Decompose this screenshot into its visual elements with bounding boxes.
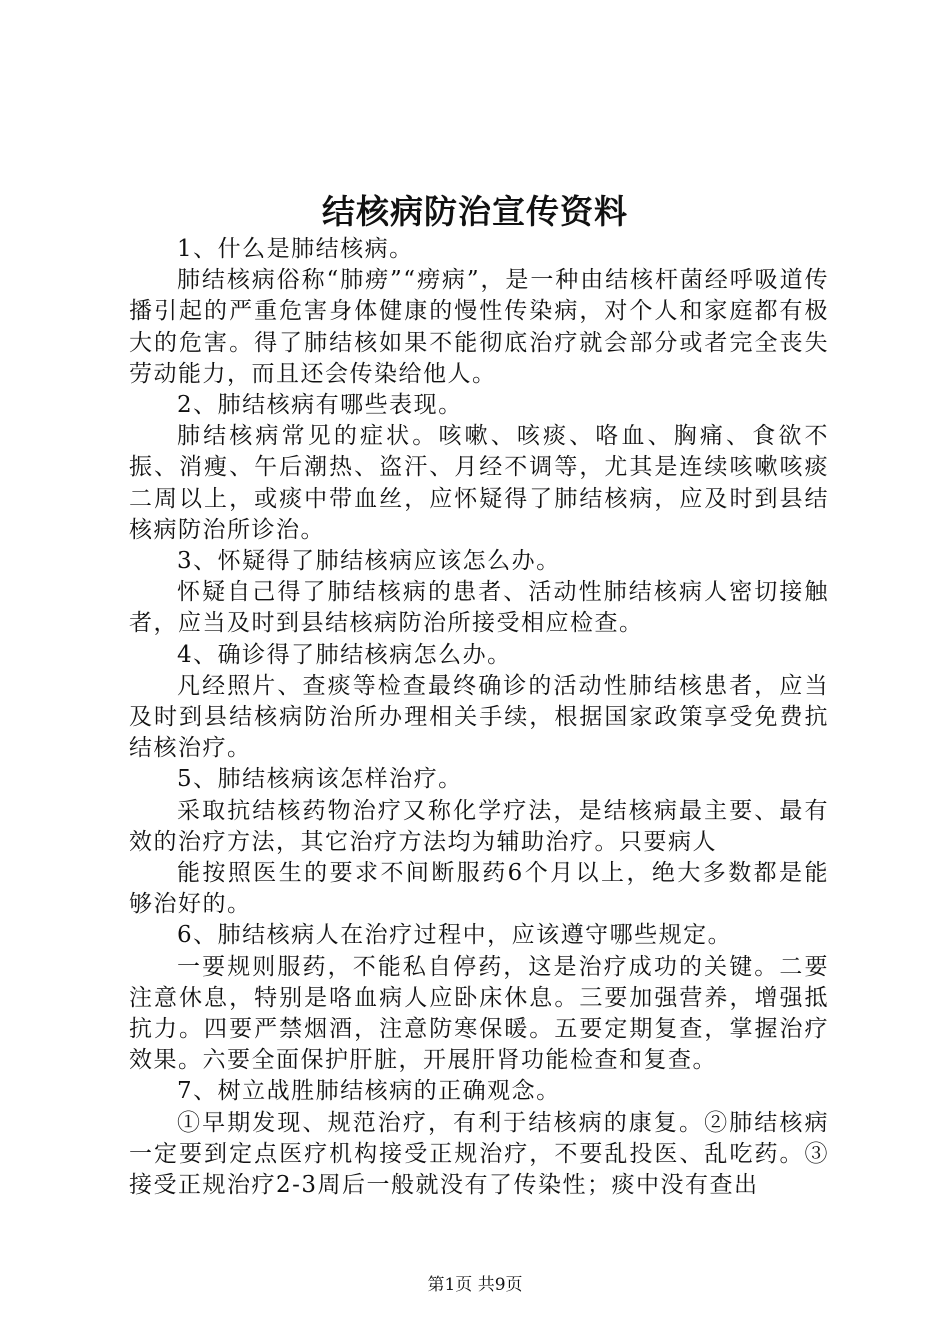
section-body-5a: 采取抗结核药物治疗又称化学疗法，是结核病最主要、最有效的治疗方法，其它治疗方法均为辅助治疗。只要病人: [129, 797, 829, 855]
section-body-1: 肺结核病俗称“肺痨”“痨病”，是一种由结核杆菌经呼吸道传播引起的严重危害身体健康的慢性传染病，对个人和家庭都有极大的危害。得了肺结核如果不能彻底治疗就会部分或者完全丧失劳动能力，而且还会传染给他人。: [129, 267, 829, 387]
section-heading-7: 7、树立战胜肺结核病的正确观念。: [177, 1078, 561, 1105]
section-body-6: 一要规则服药，不能私自停药，这是治疗成功的关键。二要注意休息，特别是咯血病人应卧床休息。三要加强营养，增强抵抗力。四要严禁烟酒，注意防寒保暖。五要定期复查，掌握治疗效果。六要全面保护肝脏，开展肝肾功能检查和复查。: [129, 953, 829, 1074]
section-heading-5: 5、肺结核病该怎样治疗。: [177, 766, 463, 793]
section-body-4: 凡经照片、查痰等检查最终确诊的活动性肺结核患者，应当及时到县结核病防治所办理相关手续，根据国家政策享受免费抗结核治疗。: [129, 672, 829, 762]
document-title: 结核病防治宣传资料: [322, 192, 628, 231]
section-body-2: 肺结核病常见的症状。咳嗽、咳痰、咯血、胸痛、食欲不振、消瘦、午后潮热、盗汗、月经不调等，尤其是连续咳嗽咳痰二周以上，或痰中带血丝，应怀疑得了肺结核病，应及时到县结核病防治所诊治。: [129, 423, 829, 543]
section-heading-6: 6、肺结核病人在治疗过程中，应该遵守哪些规定。: [177, 922, 733, 949]
section-heading-2: 2、肺结核病有哪些表现。: [177, 392, 463, 419]
section-heading-1: 1、什么是肺结核病。: [177, 236, 414, 262]
section-body-5b: 能按照医生的要求不间断服药6个月以上，绝大多数都是能够治好的。: [129, 860, 829, 918]
section-heading-3: 3、怀疑得了肺结核病应该怎么办。: [177, 548, 561, 575]
document-body: [129, 234, 829, 1201]
section-heading-4: 4、确诊得了肺结核病怎么办。: [177, 641, 512, 668]
section-body-3: 怀疑自己得了肺结核病的患者、活动性肺结核病人密切接触者，应当及时到县结核病防治所接受相应检查。: [129, 579, 829, 637]
section-body-7: ①早期发现、规范治疗，有利于结核病的康复。②肺结核病一定要到定点医疗机构接受正规治疗，不要乱投医、乱吃药。③接受正规治疗2-3周后一般就没有了传染性；痰中没有查出: [129, 1109, 829, 1199]
page-number-footer: 第1页 共9页: [427, 1275, 523, 1295]
